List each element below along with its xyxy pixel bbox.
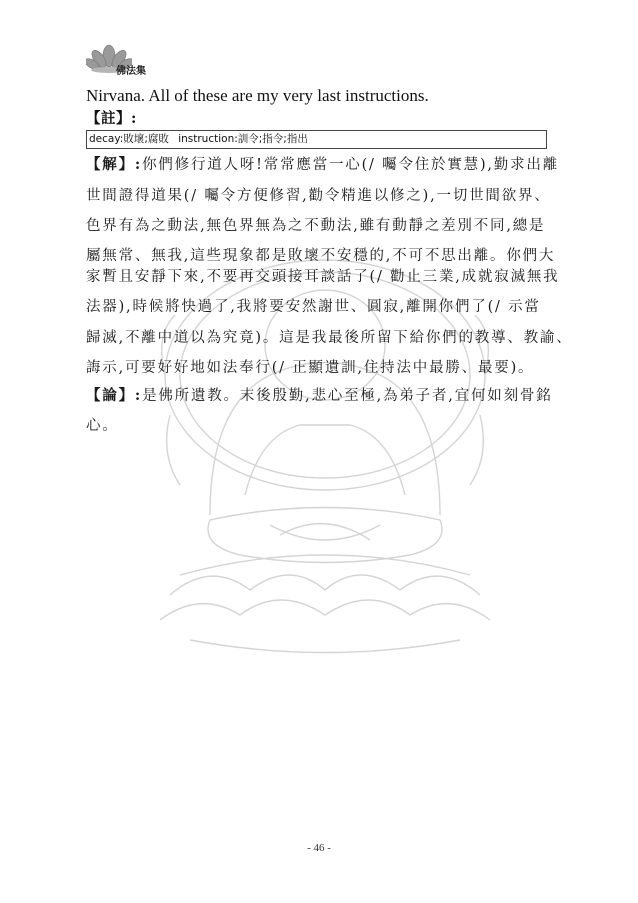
- discussion-line: 心。: [86, 418, 119, 434]
- header-logo: [86, 42, 156, 82]
- vocabulary-term: instruction:訓令;指令;指出: [178, 133, 308, 145]
- explanation-line: 誨示,可要好好地如法奉行(/ 正顯遺訓,住持法中最勝、最要)。: [86, 360, 535, 376]
- explanation-line: 【解】:你們修行道人呀!常常應當一心(/ 囑令住於實慧),勤求出離: [86, 156, 560, 173]
- discussion-heading: 【論】:: [86, 387, 143, 404]
- header-title: 佛法集: [116, 66, 146, 77]
- vocabulary-box: [86, 130, 547, 149]
- explanation-line: 法器),時候將快過了,我將要安然謝世、圓寂,離開你們了(/ 示當: [86, 299, 541, 315]
- vocabulary-term: decay:敗壞;腐敗: [89, 133, 169, 145]
- explanation-line: 屬無常、無我,這些現象都是敗壞不安穩的,不可不思出離。你們大: [86, 248, 556, 264]
- explanation-line: 色界有為之動法,無色界無為之不動法,雖有動靜之差別不同,總是: [86, 218, 546, 234]
- discussion-line: 【論】:是佛所遺教。末後殷勤,悲心至極,為弟子者,宜何如刻骨銘: [86, 387, 553, 404]
- buddha-watermark: [150, 255, 500, 675]
- explanation-line: 世間證得道果(/ 囑令方便修習,勸令精進以修之),一切世間欲界、: [86, 188, 551, 204]
- english-line: Nirvana. All of these are my very last instructions.: [86, 86, 429, 105]
- explanation-heading: 【解】:: [86, 156, 143, 173]
- explanation-line: 家暫且安靜下來,不要再交頭接耳談話了(/ 勸止三業,成就寂滅無我: [86, 269, 560, 285]
- explanation-line: 歸滅,不離中道以為究竟)。這是我最後所留下給你們的教導、教諭、: [86, 330, 573, 346]
- notes-heading: 【註】:: [86, 110, 137, 127]
- page-number: - 46 -: [307, 842, 331, 854]
